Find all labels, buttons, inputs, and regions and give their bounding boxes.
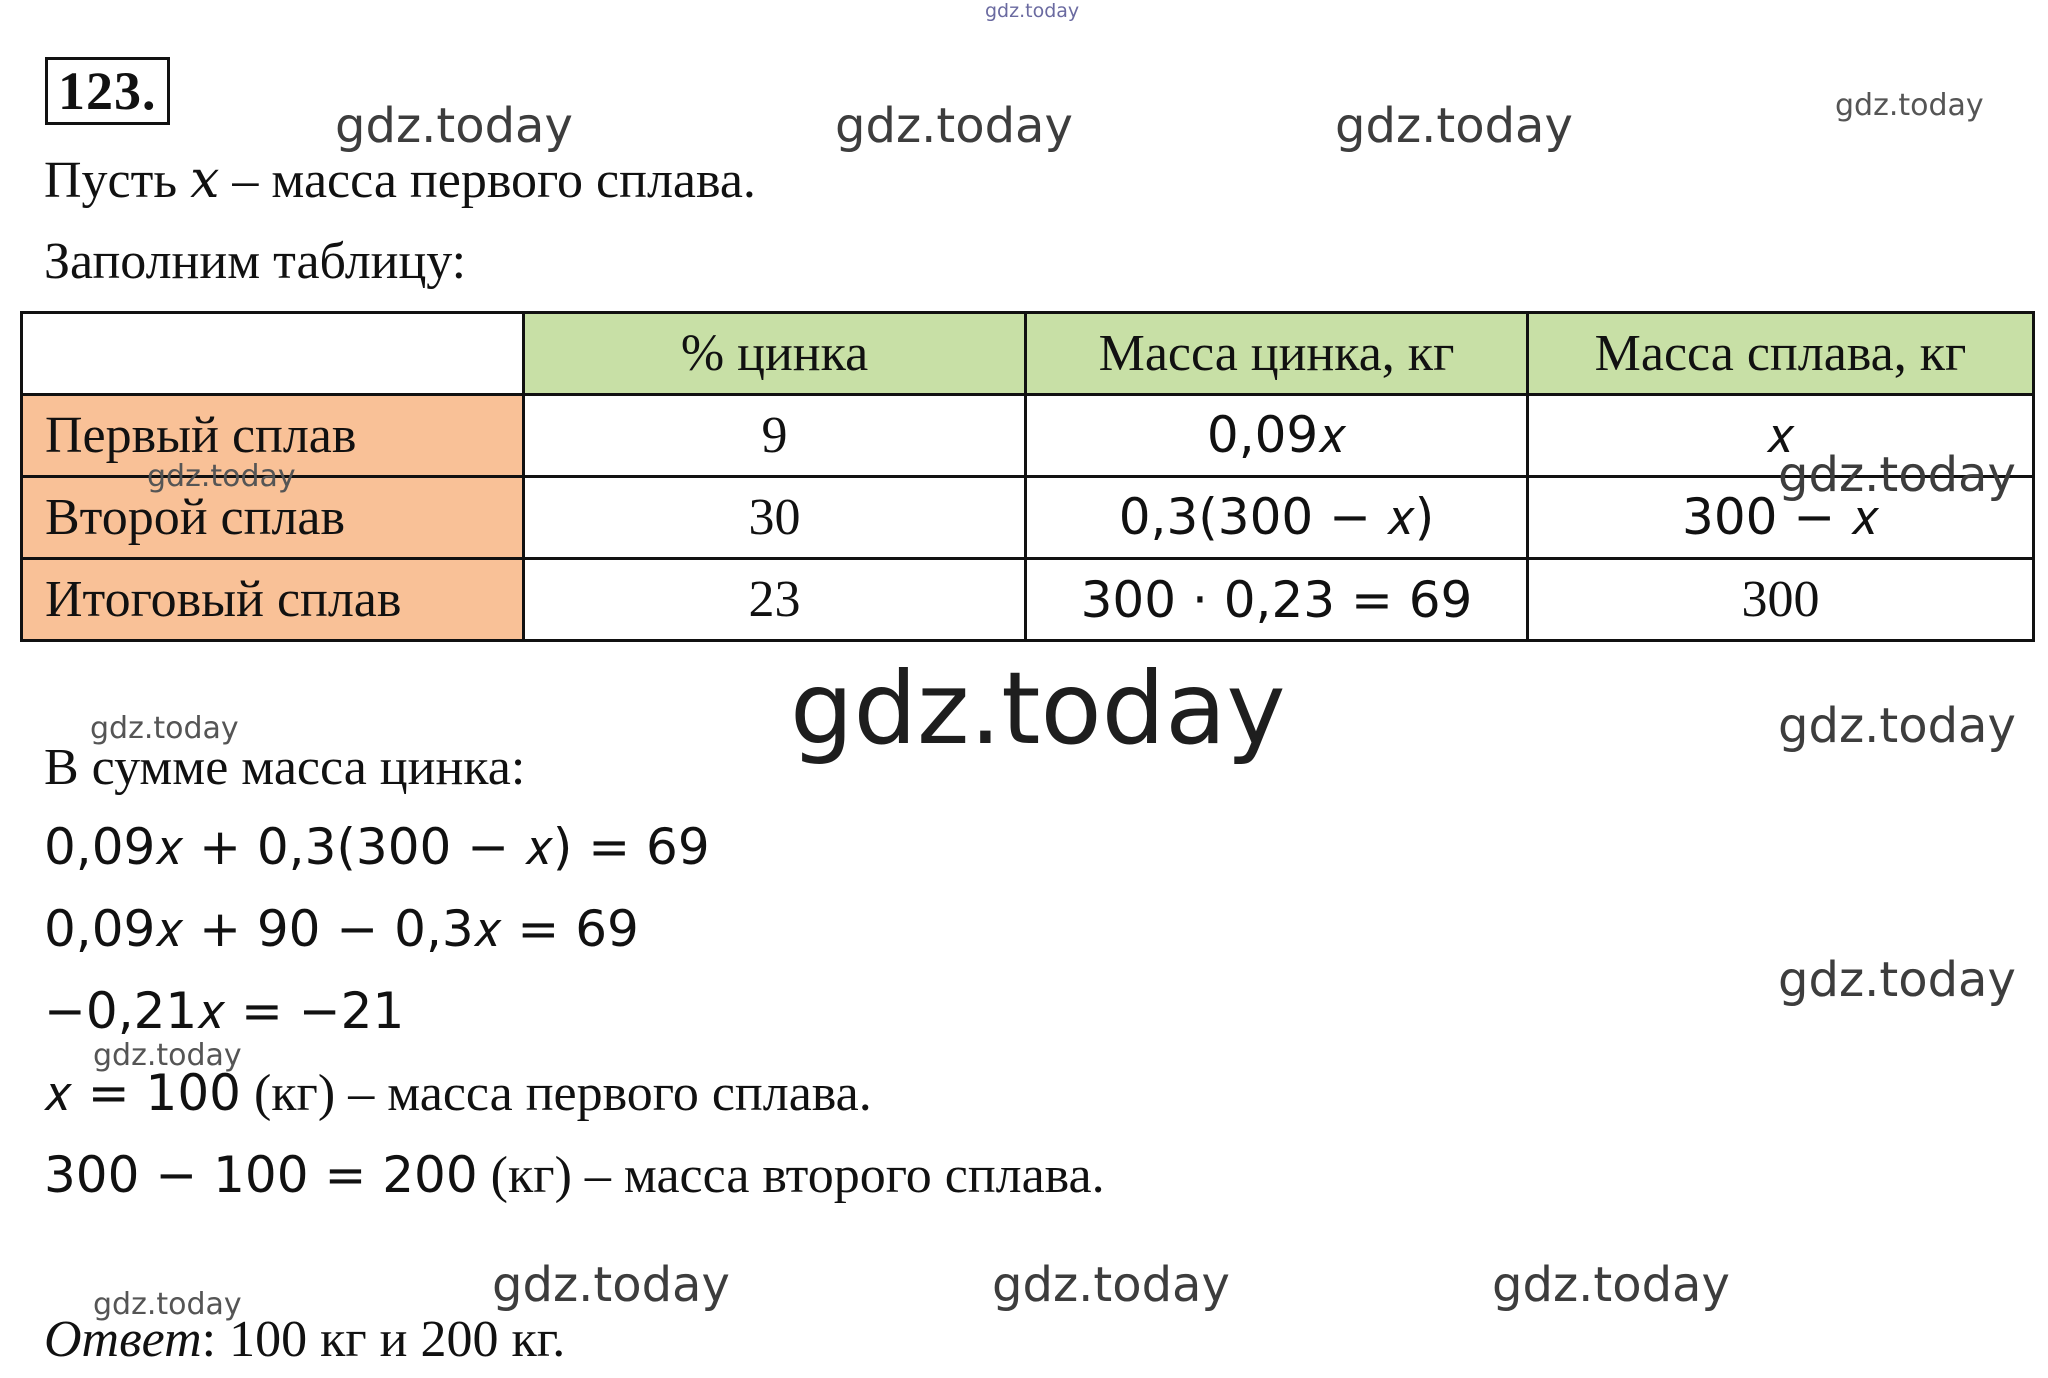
table-corner-cell [22, 313, 524, 395]
cell-alloy-mass: 300 − 𝑥 [1528, 477, 2034, 559]
cell-zinc-mass: 300 · 0,23 = 69 [1026, 559, 1528, 641]
watermark: gdz.today [492, 1257, 730, 1313]
row-label: Второй сплав [22, 477, 524, 559]
header-zinc-mass: Масса цинка, кг [1026, 313, 1528, 395]
cell-zinc-mass: 0,09𝑥 [1026, 395, 1528, 477]
watermark: gdz.today [1778, 698, 2016, 754]
watermark: gdz.today [1835, 88, 1984, 123]
watermark: gdz.today [835, 98, 1073, 154]
table-header-row [22, 313, 2034, 395]
cell-zinc-mass: 0,3(300 − 𝑥) [1026, 477, 1528, 559]
row-label: Итоговый сплав [22, 559, 524, 641]
watermark: gdz.today [1778, 952, 2016, 1008]
cell-alloy-mass: 300 [1528, 559, 2034, 641]
fill-table-caption: Заполним таблицу: [44, 233, 467, 290]
watermark: gdz.today [1335, 98, 1573, 154]
table-row [22, 477, 2034, 559]
watermark: gdz.today [147, 459, 296, 494]
cell-percent: 23 [524, 559, 1026, 641]
equation-2: 0,09𝑥 + 90 − 0,3𝑥 = 69 [44, 900, 639, 958]
header-percent-zinc: % цинка [524, 313, 1026, 395]
equation-4-math: 𝑥 = 100 [44, 1064, 241, 1122]
watermark: gdz.today [93, 1287, 242, 1322]
table-row [22, 395, 2034, 477]
let-statement [44, 150, 756, 210]
cell-alloy-mass: 𝑥 [1528, 395, 2034, 477]
let-prefix: Пусть [44, 152, 191, 209]
equation-5-math: 300 − 100 = 200 [44, 1146, 478, 1204]
sum-intro: В сумме масса цинка: [44, 739, 526, 796]
equation-4-text: (кг) – масса первого сплава. [240, 1065, 872, 1122]
table-row [22, 559, 2034, 641]
watermark: gdz.today [985, 0, 1080, 22]
problem-number: 123. [45, 57, 170, 125]
watermark: gdz.today [790, 650, 1286, 767]
equation-5 [44, 1146, 1105, 1205]
let-variable: x [190, 150, 220, 210]
row-label: Первый сплав [22, 395, 524, 477]
answer-label: Ответ [44, 1311, 202, 1368]
let-suffix: – масса первого сплава. [219, 152, 756, 209]
cell-percent: 9 [524, 395, 1026, 477]
answer-text: : 100 кг и 200 кг. [201, 1311, 566, 1368]
alloy-table [20, 311, 2035, 642]
watermark: gdz.today [93, 1038, 242, 1073]
cell-percent: 30 [524, 477, 1026, 559]
watermark: gdz.today [992, 1257, 1230, 1313]
header-alloy-mass: Масса сплава, кг [1528, 313, 2034, 395]
equation-3: −0,21𝑥 = −21 [44, 982, 405, 1040]
equation-1: 0,09𝑥 + 0,3(300 − 𝑥) = 69 [44, 818, 710, 876]
watermark: gdz.today [335, 98, 573, 154]
watermark: gdz.today [1778, 447, 2016, 503]
watermark: gdz.today [1492, 1257, 1730, 1313]
watermark: gdz.today [90, 711, 239, 746]
equation-5-text: (кг) – масса второго сплава. [477, 1147, 1105, 1204]
